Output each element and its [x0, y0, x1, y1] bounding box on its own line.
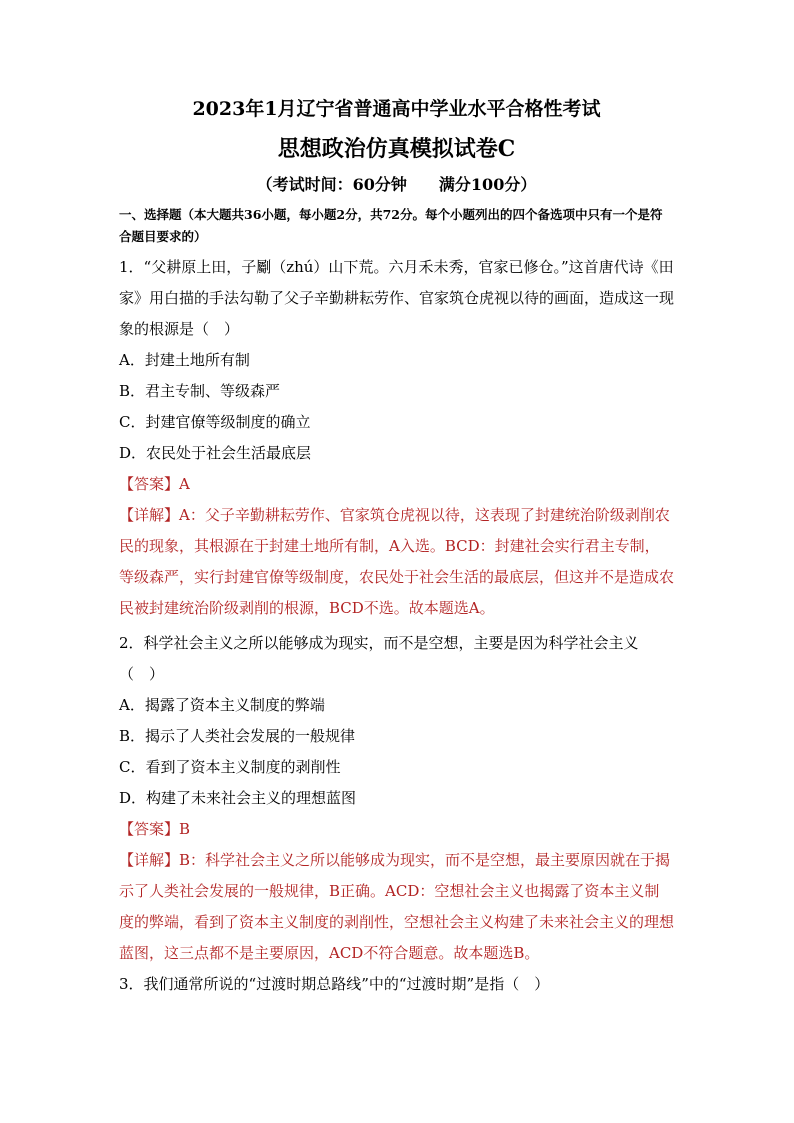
- answer-line: [119, 469, 674, 500]
- detail-block: [119, 845, 674, 969]
- question-stem: 2．科学社会主义之所以能够成为现实，而不是空想，主要是因为科学社会主义（ ）: [119, 634, 639, 683]
- option-c: C．封建官僚等级制度的确立: [119, 413, 311, 431]
- detail-tag: 【详解】: [119, 851, 180, 869]
- detail-tag: 【详解】: [119, 506, 180, 524]
- answer-tag: 【答案】: [119, 475, 180, 493]
- detail-text: A：父子辛勤耕耘劳作、官家筑仓虎视以待，这表现了封建统治阶级剥削农民的现象，其根源在于封建土地所有制，A入选。BCD：封建社会实行君主专制，等级森严，实行封建官僚等级制度，农民处于社会生活的最底层，但这并不是造成农民被封建统治阶级剥削的根源，BCD不选。故本题选A。: [119, 506, 675, 617]
- answer-line: [119, 814, 674, 845]
- option-c: C．看到了资本主义制度的剥削性: [119, 758, 341, 776]
- exam-subtitle: 思想政治仿真模拟试卷C: [277, 136, 516, 162]
- question-3: [119, 969, 674, 1000]
- answer-value: A: [179, 475, 190, 493]
- answer-tag: 【答案】: [119, 820, 180, 838]
- option-d: D．农民处于社会生活最底层: [119, 444, 312, 462]
- option-b: B．揭示了人类社会发展的一般规律: [119, 727, 356, 745]
- option-a: A．揭露了资本主义制度的弊端: [119, 696, 325, 714]
- question-2: [119, 628, 674, 969]
- exam-title: 2023年1月辽宁省普通高中学业水平合格性考试: [192, 98, 601, 120]
- option-a: A．封建土地所有制: [119, 351, 250, 369]
- exam-info: （考试时间：60分钟 满分100分）: [256, 175, 537, 194]
- section-heading: 一、选择题（本大题共36小题，每小题2分，共72分。每个小题列出的四个备选项中只有一个是符合题目要求的）: [119, 207, 663, 244]
- option-b: B．君主专制、等级森严: [119, 382, 281, 400]
- detail-text: B：科学社会主义之所以能够成为现实，而不是空想，最主要原因就在于揭示了人类社会发展的一般规律，B正确。ACD：空想社会主义也揭露了资本主义制度的弊端，看到了资本主义制度的剥削性，空想社会主义构建了未来社会主义的理想蓝图，这三点都不是主要原因，ACD不符合题意。故本题选B。: [119, 851, 675, 962]
- question-stem: 1．“父耕原上田，子劚（zhú）山下荒。六月禾未秀，官家已修仓。”这首唐代诗《田家》用白描的手法勾勒了父子辛勤耕耘劳作、官家筑仓虎视以待的画面，造成这一现象的根源是（ ）: [119, 258, 675, 338]
- detail-block: [119, 500, 674, 624]
- question-stem: 3．我们通常所说的“过渡时期总路线”中的“过渡时期”是指（ ）: [119, 975, 550, 993]
- option-d: D．构建了未来社会主义的理想蓝图: [119, 789, 357, 807]
- answer-value: B: [179, 820, 191, 838]
- question-1: [119, 252, 674, 624]
